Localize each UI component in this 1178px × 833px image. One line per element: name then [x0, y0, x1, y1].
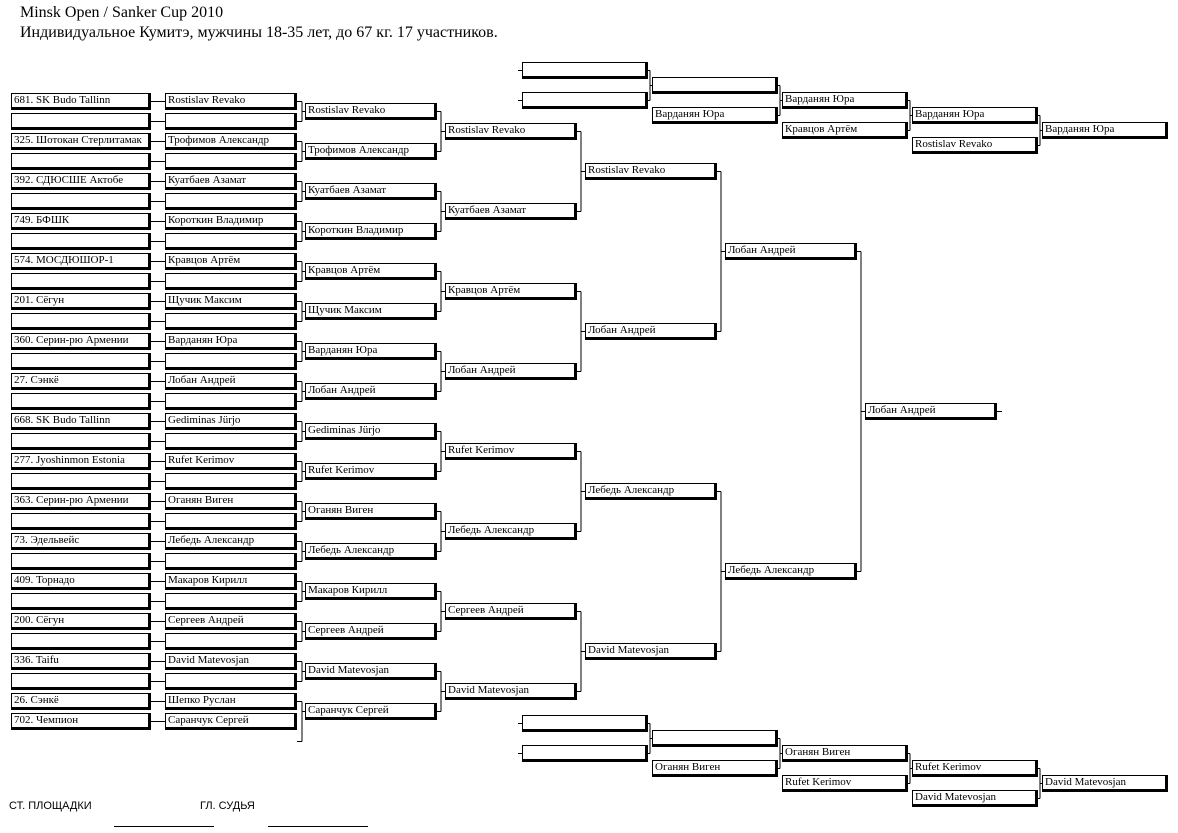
round1-slot: Макаров Кирилл	[165, 573, 297, 590]
club-slot	[11, 113, 151, 130]
club-slot	[11, 353, 151, 370]
page-subtitle: Индивидуальное Кумитэ, мужчины 18-35 лет, до 67 кг. 17 участников.	[20, 24, 498, 41]
repechage_top-r2-slot	[652, 77, 778, 94]
round4-slot: Rostislav Revako	[585, 163, 717, 180]
round4-slot: David Matevosjan	[585, 643, 717, 660]
club-slot: 574. МОСДЮШОР-1	[11, 253, 151, 270]
club-slot: 336. Taifu	[11, 653, 151, 670]
round3-slot: Лобан Андрей	[445, 363, 577, 380]
repechage_top-r3-slot: Варданян Юра	[782, 92, 908, 109]
club-slot	[11, 473, 151, 490]
round1-slot: Трофимов Александр	[165, 133, 297, 150]
round1-slot	[165, 353, 297, 370]
repechage_bottom-r3-slot: Rufet Kerimov	[782, 775, 908, 792]
mat-chief-signature-line	[114, 826, 214, 827]
club-slot	[11, 393, 151, 410]
club-slot: 392. СДЮСШЕ Актобе	[11, 173, 151, 190]
round2-slot: Варданян Юра	[305, 343, 437, 360]
round2-slot: Щучик Максим	[305, 303, 437, 320]
club-slot: 201. Сёгун	[11, 293, 151, 310]
round1-slot	[165, 193, 297, 210]
club-slot: 73. Эдельвейс	[11, 533, 151, 550]
repechage_top-winner-slot: Варданян Юра	[1042, 122, 1168, 139]
round2-slot: Саранчук Сергей	[305, 703, 437, 720]
round5-slot: Лебедь Александр	[725, 563, 857, 580]
round1-slot	[165, 633, 297, 650]
round1-slot	[165, 433, 297, 450]
repechage_bottom-r4-slot: Rufet Kerimov	[912, 760, 1038, 777]
club-slot: 363. Серин-рю Армении	[11, 493, 151, 510]
round1-slot	[165, 273, 297, 290]
page-title: Minsk Open / Sanker Cup 2010	[20, 4, 224, 21]
round3-slot: Rostislav Revako	[445, 123, 577, 140]
repechage_bottom-r1-slot	[522, 745, 648, 762]
club-slot	[11, 673, 151, 690]
round1-slot: Варданян Юра	[165, 333, 297, 350]
round1-slot: Короткин Владимир	[165, 213, 297, 230]
round2-slot: Макаров Кирилл	[305, 583, 437, 600]
club-slot	[11, 273, 151, 290]
club-slot: 27. Сэнкё	[11, 373, 151, 390]
round3-slot: Кравцов Артём	[445, 283, 577, 300]
round2-slot: Лебедь Александр	[305, 543, 437, 560]
round1-slot	[165, 393, 297, 410]
round2-slot: Кравцов Артём	[305, 263, 437, 280]
round1-slot	[165, 473, 297, 490]
round3-slot: Лебедь Александр	[445, 523, 577, 540]
club-slot	[11, 553, 151, 570]
club-slot: 360. Серин-рю Армении	[11, 333, 151, 350]
repechage_top-r1-slot	[522, 62, 648, 79]
club-slot	[11, 153, 151, 170]
repechage_top-r3-slot: Кравцов Артём	[782, 122, 908, 139]
club-slot: 26. Сэнкё	[11, 693, 151, 710]
repechage_bottom-r1-slot	[522, 715, 648, 732]
round4-slot: Лебедь Александр	[585, 483, 717, 500]
round2-slot: Сергеев Андрей	[305, 623, 437, 640]
club-slot: 200. Сёгун	[11, 613, 151, 630]
round1-slot: Кравцов Артём	[165, 253, 297, 270]
round1-slot: David Matevosjan	[165, 653, 297, 670]
club-slot	[11, 513, 151, 530]
round1-slot: Оганян Виген	[165, 493, 297, 510]
round1-slot	[165, 513, 297, 530]
club-slot	[11, 193, 151, 210]
round3-slot: David Matevosjan	[445, 683, 577, 700]
repechage_bottom-r2-slot: Оганян Виген	[652, 760, 778, 777]
round4-slot: Лобан Андрей	[585, 323, 717, 340]
chief-judge-label: ГЛ. СУДЬЯ	[200, 800, 255, 812]
round1-slot: Щучик Максим	[165, 293, 297, 310]
round1-slot	[165, 153, 297, 170]
club-slot: 702. Чемпион	[11, 713, 151, 730]
repechage_bottom-winner-slot: David Matevosjan	[1042, 775, 1168, 792]
round1-slot: Лобан Андрей	[165, 373, 297, 390]
round2-slot: Rufet Kerimov	[305, 463, 437, 480]
club-slot	[11, 633, 151, 650]
round1-slot: Куатбаев Азамат	[165, 173, 297, 190]
final-winner-slot: Лобан Андрей	[865, 403, 997, 420]
round3-slot: Rufet Kerimov	[445, 443, 577, 460]
round1-slot: Шепко Руслан	[165, 693, 297, 710]
club-slot	[11, 233, 151, 250]
repechage_top-r2-slot: Варданян Юра	[652, 107, 778, 124]
round2-slot: Короткин Владимир	[305, 223, 437, 240]
round1-slot: Gediminas Jürjo	[165, 413, 297, 430]
round1-slot: Rostislav Revako	[165, 93, 297, 110]
repechage_top-r4-slot: Варданян Юра	[912, 107, 1038, 124]
round2-slot: Лобан Андрей	[305, 383, 437, 400]
round3-slot: Куатбаев Азамат	[445, 203, 577, 220]
round1-slot: Саранчук Сергей	[165, 713, 297, 730]
round1-slot	[165, 593, 297, 610]
repechage_top-r1-slot	[522, 92, 648, 109]
repechage_top-r4-slot: Rostislav Revako	[912, 137, 1038, 154]
mat-chief-label: СТ. ПЛОЩАДКИ	[9, 800, 92, 812]
round1-slot: Rufet Kerimov	[165, 453, 297, 470]
repechage_bottom-r4-slot: David Matevosjan	[912, 790, 1038, 807]
repechage_bottom-r2-slot	[652, 730, 778, 747]
round2-slot: Rostislav Revako	[305, 103, 437, 120]
round2-slot: Оганян Виген	[305, 503, 437, 520]
round5-slot: Лобан Андрей	[725, 243, 857, 260]
club-slot: 681. SK Budo Tallinn	[11, 93, 151, 110]
round1-slot: Сергеев Андрей	[165, 613, 297, 630]
club-slot: 325. Шотокан Стерлитамак	[11, 133, 151, 150]
round1-slot	[165, 113, 297, 130]
club-slot	[11, 593, 151, 610]
round2-slot: Куатбаев Азамат	[305, 183, 437, 200]
club-slot: 749. БФШК	[11, 213, 151, 230]
round1-slot	[165, 233, 297, 250]
club-slot	[11, 433, 151, 450]
round2-slot: David Matevosjan	[305, 663, 437, 680]
chief-judge-signature-line	[268, 826, 368, 827]
round1-slot	[165, 673, 297, 690]
club-slot	[11, 313, 151, 330]
round1-slot	[165, 553, 297, 570]
repechage_bottom-r3-slot: Оганян Виген	[782, 745, 908, 762]
round1-slot	[165, 313, 297, 330]
round2-slot: Gediminas Jürjo	[305, 423, 437, 440]
round2-slot: Трофимов Александр	[305, 143, 437, 160]
club-slot: 668. SK Budo Tallinn	[11, 413, 151, 430]
club-slot: 277. Jyoshinmon Estonia	[11, 453, 151, 470]
club-slot: 409. Торнадо	[11, 573, 151, 590]
round1-slot: Лебедь Александр	[165, 533, 297, 550]
round3-slot: Сергеев Андрей	[445, 603, 577, 620]
